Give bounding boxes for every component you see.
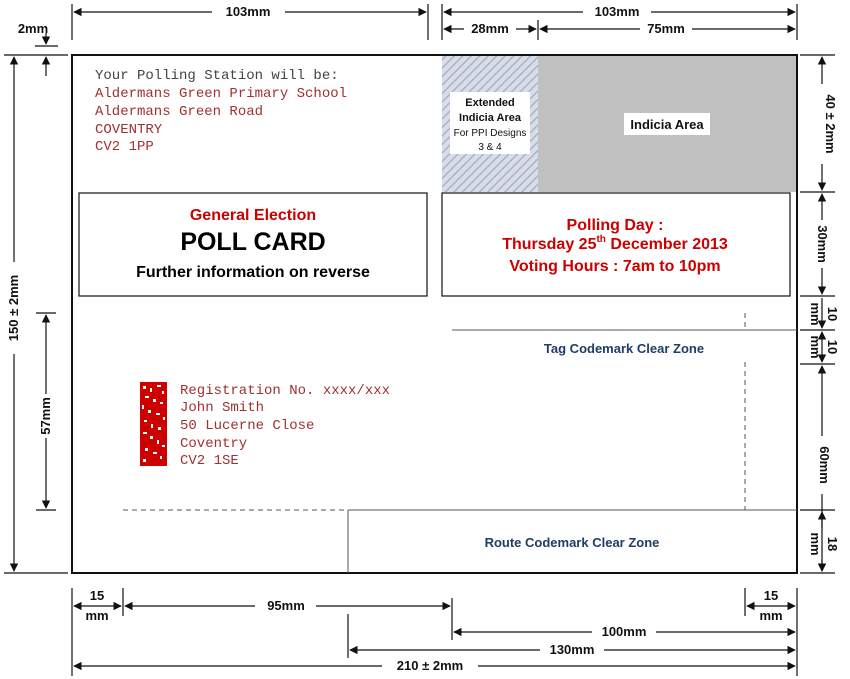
dim-indicia-height: 40 ± 2mm	[823, 94, 838, 154]
dim-card-height: 150 ± 2mm	[6, 274, 21, 342]
poll-card-subtitle: Further information on reverse	[136, 264, 370, 281]
address-line: John Smith	[180, 400, 265, 416]
dim-top-right: 103mm	[594, 4, 640, 19]
tag-zone-label: Tag Codemark Clear Zone	[543, 341, 705, 356]
polling-day-line2-pre: Thursday 25	[502, 236, 597, 253]
indicia-area-label: Indicia Area	[630, 117, 704, 132]
polling-station-line: CV2 1PP	[95, 139, 154, 155]
dim-bottom-210: 210 ± 2mm	[396, 658, 464, 673]
dim-top-left: 103mm	[225, 4, 271, 19]
dim-extended: 28mm	[471, 21, 509, 36]
dim-ten-b-unit: mm	[808, 335, 823, 359]
dim-polling-box: 30mm	[815, 225, 830, 263]
polling-station-line: Aldermans Green Primary School	[95, 86, 348, 102]
extended-label-line3: For PPI Designs	[453, 128, 527, 139]
polling-day-line2-sup: th	[596, 234, 606, 245]
dim-bottom-130: 130mm	[549, 642, 595, 657]
extended-label-line1: Extended	[465, 97, 515, 109]
polling-station-heading: Your Polling Station will be:	[95, 68, 339, 84]
route-zone-label: Route Codemark Clear Zone	[484, 535, 660, 550]
polling-day-line2-post: December 2013	[605, 236, 728, 253]
extended-label-line4: 3 & 4	[478, 142, 502, 153]
dim-indicia: 75mm	[647, 21, 685, 36]
dim-bottom-15-left-unit: mm	[85, 608, 109, 623]
polling-station-line: Aldermans Green Road	[95, 104, 264, 120]
polling-day-line3: Voting Hours : 7am to 10pm	[509, 258, 721, 275]
dim-bottom-15-right: 15	[763, 588, 779, 603]
dim-ten-a: 10	[825, 306, 840, 322]
address-line: Coventry	[180, 436, 248, 452]
poll-card-title: POLL CARD	[180, 228, 326, 256]
barcode-icon	[140, 382, 167, 466]
address-line: 50 Lucerne Close	[180, 418, 315, 434]
dim-eighteen: 18	[825, 536, 840, 552]
dim-left-57: 57mm	[38, 397, 53, 435]
election-title: General Election	[189, 207, 317, 224]
dim-gap-top: 2mm	[17, 21, 49, 36]
dim-eighteen-unit: mm	[808, 532, 823, 556]
extended-label-line2: Indicia Area	[459, 112, 521, 124]
dim-ten-a-unit: mm	[808, 302, 823, 326]
dim-ten-b: 10	[825, 339, 840, 355]
registration-number: Registration No. xxxx/xxx	[180, 383, 391, 399]
address-line: CV2 1SE	[180, 453, 239, 469]
dim-bottom-95: 95mm	[267, 598, 305, 613]
polling-station-line: COVENTRY	[95, 122, 163, 138]
dim-sixty: 60mm	[817, 446, 832, 484]
polling-day-line1: Polling Day :	[566, 217, 664, 234]
dim-bottom-15-right-unit: mm	[759, 608, 783, 623]
polling-day-line2	[502, 234, 728, 253]
dim-bottom-15-left: 15	[89, 588, 105, 603]
dim-bottom-100: 100mm	[601, 624, 647, 639]
